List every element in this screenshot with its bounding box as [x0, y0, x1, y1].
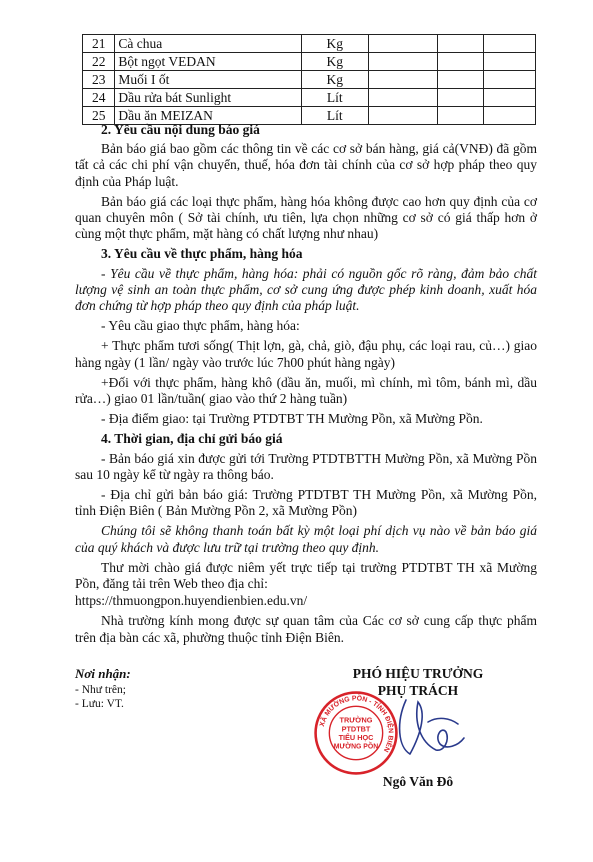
empty-cell	[483, 53, 535, 71]
items-table	[82, 34, 536, 125]
body-text	[75, 122, 537, 650]
signer-name: Ngô Văn Đô	[382, 774, 454, 789]
empty-cell	[437, 35, 483, 53]
item-name: Dầu rửa bát Sunlight	[115, 89, 301, 107]
table-row	[83, 35, 536, 53]
item-name: Muối I ốt	[115, 71, 301, 89]
row-number: 24	[83, 89, 115, 107]
section-4-paragraph: Thư mời chào giá được niêm yết trực tiếp tại trường PTDTBT TH xã Mường Pồn, đăng tải trên Web theo địa chỉ:	[75, 559, 537, 592]
signer-role: PHÓ HIỆU TRƯỞNG	[352, 666, 484, 681]
items-table-body	[83, 35, 536, 125]
official-seal-icon	[313, 690, 399, 776]
table-row	[83, 89, 536, 107]
empty-cell	[483, 71, 535, 89]
section-4-paragraph: - Địa chỉ gửi bản báo giá: Trường PTDTBT TH Mường Pồn, xã Mường Pồn, tỉnh Điện Biên ( Bản Mường Pồn 2, xã Mường Pồn)	[75, 487, 537, 519]
empty-cell	[437, 71, 483, 89]
item-name: Cà chua	[115, 35, 301, 53]
recipients-title: Nơi nhận:	[75, 666, 131, 681]
section-3-paragraph: - Yêu cầu giao thực phẩm, hàng hóa:	[101, 318, 300, 334]
empty-cell	[368, 89, 437, 107]
empty-cell	[483, 89, 535, 107]
seal-center-line: TRƯỜNG	[339, 715, 373, 725]
section-2-heading: 2. Yêu cầu nội dung báo giá	[101, 122, 260, 137]
item-unit: Kg	[301, 35, 368, 53]
seal-ring-text: XÃ MƯỜNG PỒN - TỈNH ĐIỆN BIÊN	[318, 695, 394, 754]
row-number: 23	[83, 71, 115, 89]
empty-cell	[483, 35, 535, 53]
recipient-item: - Lưu: VT.	[75, 698, 124, 710]
section-3-paragraph: - Địa điểm giao: tại Trường PTDTBT TH Mường Pồn, xã Mường Pồn.	[101, 411, 483, 427]
section-3-paragraph: +Đối với thực phẩm, hàng khô (dầu ăn, muối, mì chính, mì tôm, bánh mì, dầu rửa…) giao 01 lần/tuần( giao vào thứ 2 hàng tuần)	[75, 374, 537, 407]
section-2-paragraph: Bản báo giá bao gồm các thông tin về các cơ sở bán hàng, giá cả(VNĐ) đã gồm tất cả các chi phí vận chuyển, thuế, hóa đơn tài chính của cơ sở hợp pháp theo quy định của Pháp luật.	[75, 141, 537, 189]
seal-center-line: MƯỜNG PỒN	[333, 743, 379, 751]
empty-cell	[437, 53, 483, 71]
item-unit: Kg	[301, 71, 368, 89]
seal-center-line: TIỂU HỌC	[338, 732, 374, 742]
item-unit: Kg	[301, 53, 368, 71]
section-4-paragraph: - Bản báo giá xin được gửi tới Trường PTDTBTTH Mường Pồn, xã Mường Pồn sau 10 ngày kể từ ngày ra thông báo.	[75, 450, 537, 482]
empty-cell	[368, 71, 437, 89]
section-4-heading: 4. Thời gian, địa chỉ gửi báo giá	[101, 431, 283, 447]
seal-center-line: PTDTBT	[341, 724, 371, 734]
table-row	[83, 71, 536, 89]
item-name: Bột ngọt VEDAN	[115, 53, 301, 71]
recipient-item: - Như trên;	[75, 684, 126, 696]
handwritten-signature-icon	[388, 692, 468, 762]
item-unit: Lít	[301, 107, 368, 125]
item-name: Dầu ăn MEIZAN	[115, 107, 301, 125]
section-4-paragraph: Nhà trường kính mong được sự quan tâm của Các cơ sở cung cấp thực phẩm trên địa bàn các xã, phường thuộc tỉnh Điện Biên.	[75, 613, 537, 645]
row-number: 22	[83, 53, 115, 71]
table-row	[83, 53, 536, 71]
signer-role: PHỤ TRÁCH	[377, 683, 459, 698]
recipients-block	[75, 667, 235, 711]
row-number: 25	[83, 107, 115, 125]
empty-cell	[368, 35, 437, 53]
section-3-paragraph: + Thực phẩm tươi sống( Thịt lợn, gà, chả, giò, đậu phụ, các loại rau, củ…) giao hàng ngày (1 lần/ ngày vào trước lúc 7h00 phút hàng ngày)	[75, 338, 537, 370]
empty-cell	[437, 89, 483, 107]
section-3-heading: 3. Yêu cầu về thực phẩm, hàng hóa	[101, 246, 303, 262]
section-3-paragraph: - Yêu cầu về thực phẩm, hàng hóa: phải có nguồn gốc rõ ràng, đảm bảo chất lượng vệ sinh an toàn thực phẩm, cơ sở cung ứng được phép kinh doanh, xuất hóa đơn chứng từ hợp pháp theo quy định của pháp luật.	[75, 265, 537, 314]
section-4-paragraph: Chúng tôi sẽ không thanh toán bất kỳ một loại phí dịch vụ nào về bản báo giá của quý khách và được lưu trữ tại trường theo quy định.	[75, 523, 537, 555]
empty-cell	[368, 53, 437, 71]
website-link[interactable]: https://thmuongpon.huyendienbien.edu.vn/	[75, 593, 308, 609]
item-unit: Lít	[301, 89, 368, 107]
row-number: 21	[83, 35, 115, 53]
section-2-paragraph: Bản báo giá các loại thực phẩm, hàng hóa không được cao hơn quy định của cơ quan chuyên môn ( Sở tài chính, ưu tiên, lựa chọn những cơ sở có giá thấp hơn ở cùng một thực phẩm, mặt hàng có chất lượng như nhau)	[75, 193, 537, 242]
